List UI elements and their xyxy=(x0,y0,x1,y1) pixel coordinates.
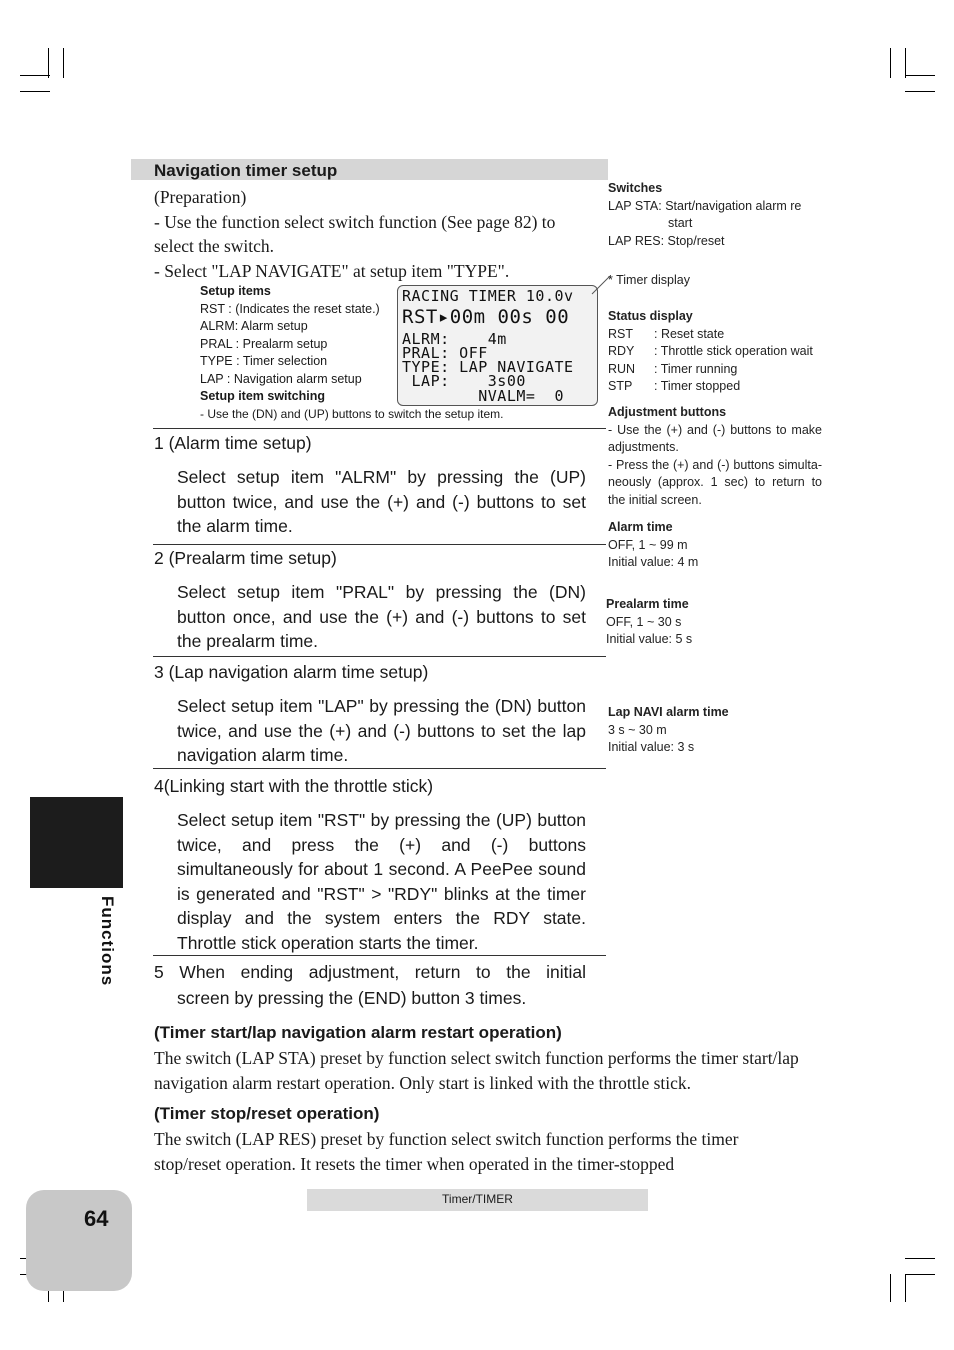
chapter-tab-label: Functions xyxy=(98,896,117,987)
setup-item-alrm: ALRM: Alarm setup xyxy=(200,319,308,333)
lap-navi-range: 3 s ~ 30 m xyxy=(608,722,667,737)
side-adjustment-buttons xyxy=(608,404,822,509)
side-prealarm-time xyxy=(606,596,821,649)
step-divider-5 xyxy=(153,955,606,956)
step-4-body: Select setup item "RST" by pressing the (UP) button twice, and press the (+) and (-) buttons simultaneously for about 1 second. A PeePee sound is generated and "RST" > "RDY" blinks at the timer display and the system enters the RDY state. Throttle stick operation starts the timer. xyxy=(177,810,586,953)
step-1-body: Select setup item "ALRM" by pressing the (UP) button twice, and use the (+) and (-) buttons to set the alarm time. xyxy=(177,467,586,536)
chapter-tab-block xyxy=(30,797,123,888)
prealarm-time-initial: Initial value: 5 s xyxy=(606,632,693,646)
prep-line-1: (Preparation) xyxy=(154,187,247,207)
lap-navi-initial: Initial value: 3 s xyxy=(608,740,695,754)
step-divider-1 xyxy=(153,428,606,429)
timer-stop-heading: (Timer stop/reset operation) xyxy=(154,1104,380,1123)
timer-start-heading: (Timer start/lap navigation alarm restart operation) xyxy=(154,1023,562,1042)
switches-lap-sta: LAP STA: Start/navigation alarm re xyxy=(608,198,802,213)
step-2-heading: 2 (Prealarm time setup) xyxy=(154,548,337,568)
alarm-time-initial: Initial value: 4 m xyxy=(608,555,699,569)
lcd-line-1: RACING TIMER 10.0v xyxy=(402,287,574,305)
footer-label: Timer/TIMER xyxy=(442,1192,513,1206)
step-3-heading: 3 (Lap navigation alarm time setup) xyxy=(154,662,429,682)
status-row-stp: STP : Timer stopped xyxy=(608,379,741,393)
step-5-heading: 5 When ending adjustment, return to the initial xyxy=(154,962,586,982)
adjustment-note-1: - Use the (+) and (-) buttons to make adjustments. xyxy=(608,422,822,454)
setup-items-heading: Setup items xyxy=(200,284,271,298)
setup-item-rst: RST : (Indicates the reset state.) xyxy=(200,301,380,316)
step-4-heading: 4(Linking start with the throttle stick) xyxy=(154,776,434,796)
prealarm-time-range: OFF, 1 ~ 30 s xyxy=(606,614,682,629)
lcd-line-6: LAP: 3s00 xyxy=(402,372,526,390)
lcd-line-5: TYPE: LAP NAVIGATE xyxy=(402,358,574,376)
page-number-tab xyxy=(26,1190,132,1291)
setup-item-type: TYPE : Timer selection xyxy=(200,354,328,368)
side-status-display xyxy=(608,308,823,396)
setup-item-lap: LAP : Navigation alarm setup xyxy=(200,371,362,386)
lcd-line-7: NVALM= 0 xyxy=(402,387,565,405)
setup-item-pral: PRAL : Prealarm setup xyxy=(200,336,328,351)
status-row-rdy: RDY : Throttle stick operation wait xyxy=(608,344,813,358)
status-row-rst: RST : Reset state xyxy=(608,326,725,341)
setup-switching-text: - Use the (DN) and (UP) buttons to switch the setup item. xyxy=(200,406,504,421)
step-5-body: screen by pressing the (END) button 3 times. xyxy=(177,988,527,1008)
prep-line-2: - Use the function select switch function (See page 82) to select the switch. xyxy=(154,211,556,256)
step-3-body: Select setup item "LAP" by pressing the (DN) button twice, and use the (+) and (-) buttons to set the lap navigation alarm time. xyxy=(177,696,586,765)
lap-navi-heading: Lap NAVI alarm time xyxy=(608,705,729,719)
side-lap-navi-alarm-time xyxy=(608,704,823,757)
page-number: 64 xyxy=(84,1206,109,1231)
timer-display-note: * Timer display xyxy=(608,273,690,287)
step-divider-3 xyxy=(153,656,606,657)
timer-stop-body: The switch (LAP RES) preset by function select switch function performs the timer stop/reset operation. It resets the timer when operated in the timer-stopped xyxy=(154,1129,739,1174)
lcd-timer-display xyxy=(397,285,598,406)
lcd-line-4: PRAL: OFF xyxy=(402,344,488,362)
step-2-body: Select setup item "PRAL" by pressing the (DN) button once, and use the (+) and (-) buttons to set the prealarm time. xyxy=(177,582,586,651)
section-title: Navigation timer setup xyxy=(154,161,338,180)
prealarm-time-heading: Prealarm time xyxy=(606,597,689,611)
side-alarm-time xyxy=(608,519,823,572)
step-divider-2 xyxy=(153,544,606,545)
switches-lap-res: LAP RES: Stop/reset xyxy=(608,233,725,248)
alarm-time-range: OFF, 1 ~ 99 m xyxy=(608,537,688,552)
adjustment-heading: Adjustment buttons xyxy=(608,405,727,419)
step-divider-4 xyxy=(153,768,606,769)
lcd-line-2: RST▸00m 00s 00 xyxy=(402,306,570,328)
step-1-heading: 1 (Alarm time setup) xyxy=(154,433,312,453)
timer-start-body: The switch (LAP STA) preset by function select switch function performs the timer start/lap navigation alarm restart operation. Only start is linked with the throttle stick. xyxy=(154,1048,799,1093)
side-switches xyxy=(608,180,823,250)
switches-lap-sta-cont: start xyxy=(668,216,693,230)
lcd-line-3: ALRM: 4m xyxy=(402,330,507,348)
switches-heading: Switches xyxy=(608,181,663,195)
alarm-time-heading: Alarm time xyxy=(608,520,673,534)
adjustment-note-2: - Press the (+) and (-) buttons simulta-neously (approx. 1 sec) to return to the initial screen. xyxy=(608,457,822,507)
status-row-run: RUN : Timer running xyxy=(608,361,738,376)
preparation-text xyxy=(154,185,594,283)
setup-switching-heading: Setup item switching xyxy=(200,389,326,403)
prep-line-3: - Select "LAP NAVIGATE" at setup item "TYPE". xyxy=(154,260,510,281)
status-heading: Status display xyxy=(608,309,693,323)
